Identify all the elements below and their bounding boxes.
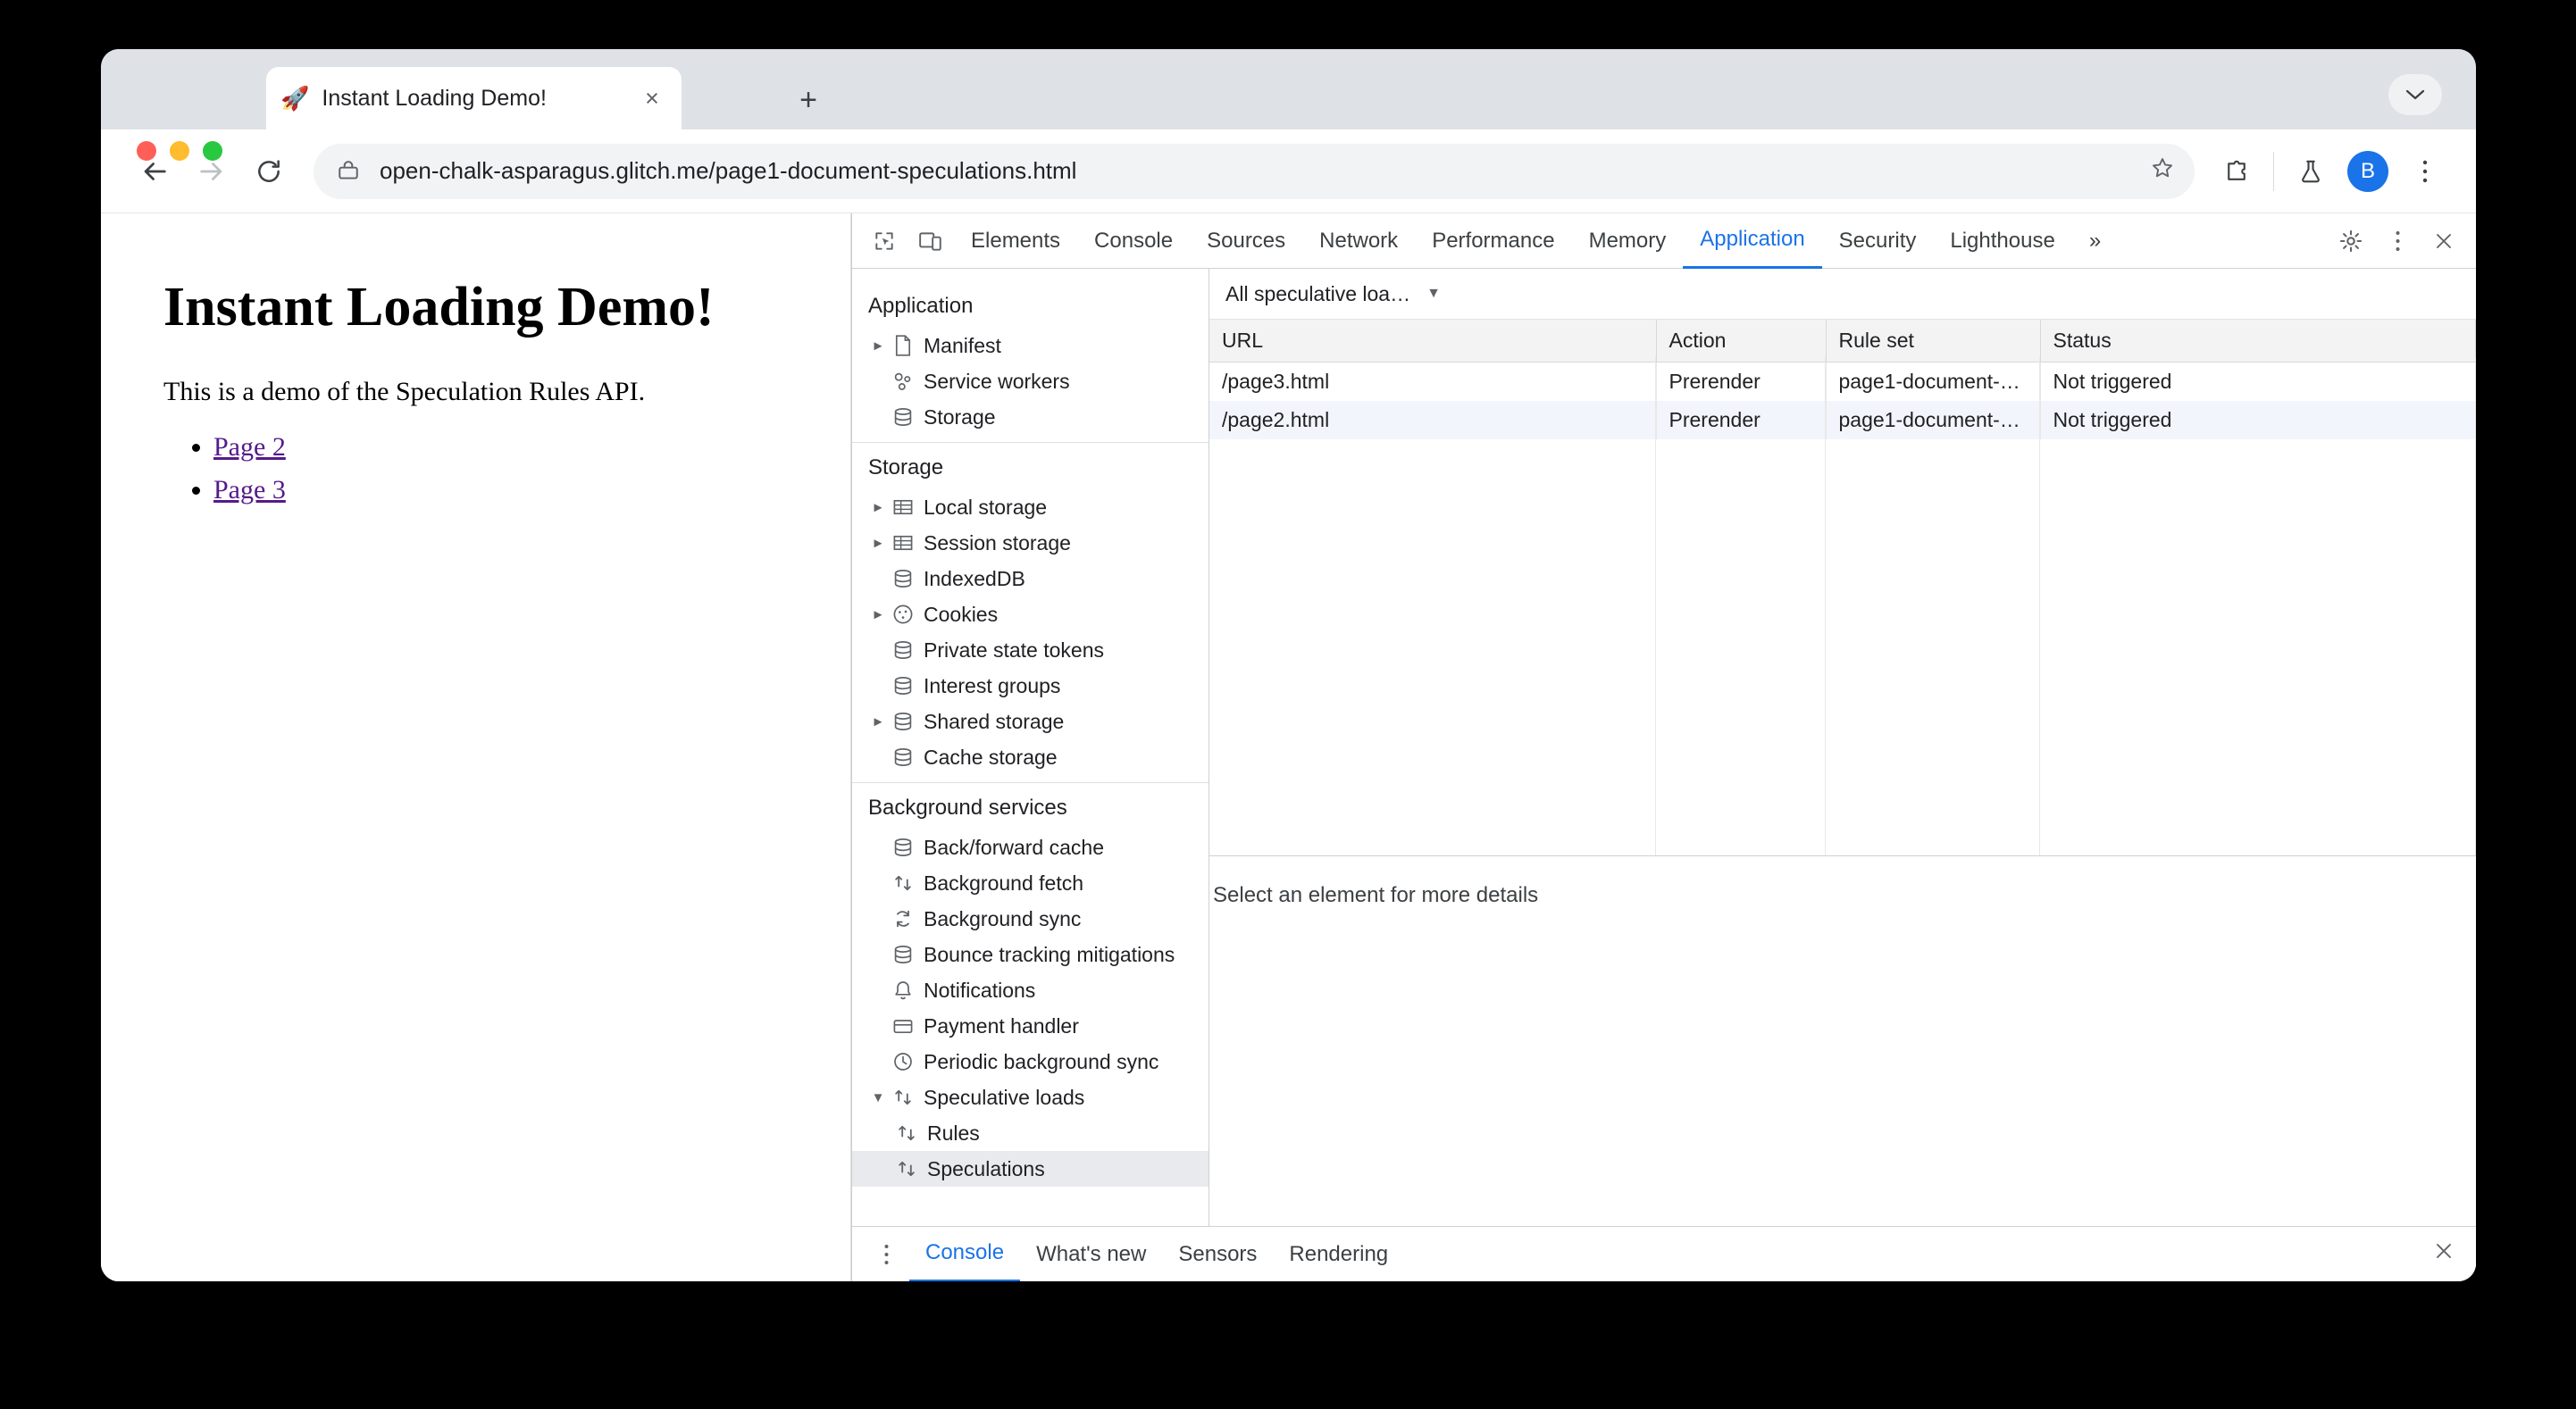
sidebar-item-label: Back/forward cache [924, 835, 1104, 859]
sidebar-item-service-workers[interactable] [852, 363, 1209, 399]
cell-url: /page2.html [1209, 401, 1656, 439]
database-icon [888, 640, 918, 660]
new-tab-button[interactable]: + [799, 82, 817, 117]
tab-application[interactable]: Application [1683, 213, 1821, 269]
sidebar-section-application: Application [868, 294, 974, 318]
site-settings-icon[interactable] [333, 156, 364, 187]
tab-strip [101, 49, 2476, 129]
sidebar-item-label: Background sync [924, 906, 1082, 930]
sidebar-item-session-storage[interactable] [852, 525, 1209, 561]
page-link-list [163, 432, 797, 505]
sidebar-item-label: Manifest [924, 333, 1001, 357]
close-window-button[interactable] [137, 141, 156, 161]
sidebar-item-label: Cache storage [924, 745, 1058, 769]
sidebar-item-label: Service workers [924, 369, 1070, 393]
cell-status: Not triggered [2040, 401, 2476, 439]
database-icon [888, 676, 918, 696]
devtools-panel [851, 213, 2476, 1281]
cell-status: Not triggered [2040, 363, 2476, 402]
cell-rule-set: page1-document-… [1826, 401, 2040, 439]
browser-tab[interactable] [266, 67, 682, 129]
details-pane [1209, 856, 2476, 1226]
cell-rule-set: page1-document-… [1826, 363, 2040, 402]
table-row[interactable] [1209, 363, 2476, 402]
link-page-3[interactable]: Page 3 [213, 475, 286, 504]
drawer-tab-sensors[interactable]: Sensors [1178, 1241, 1258, 1266]
sidebar-item-label: Rules [927, 1121, 980, 1145]
window-controls[interactable] [137, 141, 222, 161]
sidebar-item-label: Session storage [924, 530, 1071, 554]
cell-action: Prerender [1656, 363, 1826, 402]
drawer-tab-whats-new[interactable]: What's new [1036, 1241, 1147, 1266]
sidebar-item-notifications[interactable] [852, 972, 1209, 1008]
chevron-right-icon[interactable]: ► [871, 499, 885, 515]
sidebar-item-background-sync[interactable] [852, 901, 1209, 937]
table-header-row [1209, 320, 2476, 363]
star-icon[interactable] [2150, 155, 2175, 187]
sidebar-item-label: Background fetch [924, 871, 1084, 895]
sidebar-item-background-fetch[interactable] [852, 865, 1209, 901]
chevron-down-icon[interactable] [2388, 74, 2442, 115]
fetch-arrow-icon [888, 872, 918, 894]
browser-toolbar [101, 129, 2476, 213]
sidebar-section-background-services: Background services [868, 796, 1067, 820]
tab-title: Instant Loading Demo! [322, 85, 547, 111]
fetch-arrow-icon [888, 1087, 918, 1108]
panel-toolbar [1209, 269, 2476, 320]
chevron-right-icon[interactable]: ► [871, 338, 885, 354]
avatar[interactable]: B [2347, 151, 2388, 192]
three-dot-menu-icon[interactable] [863, 1233, 909, 1276]
database-icon [888, 407, 918, 427]
sidebar-item-interest-groups[interactable] [852, 668, 1209, 704]
sidebar-item-label: Shared storage [924, 709, 1065, 733]
tab-security[interactable]: Security [1838, 228, 1917, 253]
sidebar-item-label: Periodic background sync [924, 1049, 1159, 1073]
database-icon [888, 945, 918, 964]
tab-sources[interactable]: Sources [1207, 228, 1286, 253]
speculations-panel [1209, 269, 2476, 1226]
tab-console[interactable]: Console [1094, 228, 1174, 253]
sidebar-item-private-state-tokens[interactable] [852, 632, 1209, 668]
sidebar-item-label: Payment handler [924, 1013, 1079, 1038]
sidebar-item-manifest[interactable] [852, 328, 1209, 363]
cookie-icon [888, 604, 918, 625]
tab-memory[interactable]: Memory [1588, 228, 1667, 253]
close-icon[interactable] [2421, 220, 2467, 263]
column-header-rule-set[interactable]: Rule set [1826, 320, 2040, 363]
content-area [101, 213, 2476, 1281]
chevron-down-icon[interactable]: ▼ [1426, 286, 1441, 301]
fetch-arrow-icon [891, 1158, 922, 1180]
speculations-table-container [1209, 320, 2476, 856]
list-item [213, 432, 797, 463]
sidebar-item-rules[interactable] [852, 1115, 1209, 1151]
device-toolbar-icon[interactable] [907, 220, 954, 263]
sidebar-item-bounce-tracking-mitigations[interactable] [852, 937, 1209, 972]
drawer-tab-rendering[interactable]: Rendering [1289, 1241, 1389, 1266]
address-bar[interactable] [314, 144, 2195, 199]
sidebar-item-label: Speculations [927, 1156, 1045, 1180]
inspect-element-icon[interactable] [861, 220, 907, 263]
fetch-arrow-icon [891, 1122, 922, 1144]
database-icon [888, 838, 918, 857]
sidebar-item-payment-handler[interactable] [852, 1008, 1209, 1044]
sidebar-item-label: Storage [924, 404, 996, 429]
sidebar-item-label: Private state tokens [924, 638, 1104, 662]
filter-selected-value: All speculative loa… [1225, 281, 1411, 305]
gear-icon[interactable] [2328, 220, 2374, 263]
column-header-status[interactable]: Status [2040, 320, 2476, 363]
clock-icon [888, 1051, 918, 1072]
more-tabs-button[interactable]: » [2088, 228, 2102, 253]
sidebar-item-cache-storage[interactable] [852, 739, 1209, 775]
rocket-icon: 🚀 [280, 85, 310, 112]
card-icon [888, 1016, 918, 1036]
extensions-puzzle-icon[interactable] [2211, 146, 2262, 197]
url-text: open-chalk-asparagus.glitch.me/page1-document-speculations.html [380, 157, 1077, 184]
maximize-window-button[interactable] [203, 141, 222, 161]
cell-action: Prerender [1656, 401, 1826, 439]
close-icon[interactable] [2422, 1240, 2465, 1268]
devtools-tab-bar [852, 213, 2476, 269]
close-icon[interactable]: × [645, 84, 659, 112]
browser-window [101, 49, 2476, 1281]
speculative-loads-filter-select[interactable] [1225, 282, 1441, 306]
tab-elements[interactable]: Elements [971, 228, 1061, 253]
sidebar-item-back-forward-cache[interactable] [852, 830, 1209, 865]
speculations-table [1209, 320, 2476, 439]
sidebar-item-label: Local storage [924, 495, 1048, 519]
table-icon [888, 533, 918, 553]
sidebar-item-label: Cookies [924, 602, 999, 626]
minimize-window-button[interactable] [170, 141, 189, 161]
reload-icon[interactable] [240, 143, 297, 200]
tab-performance[interactable]: Performance [1432, 228, 1555, 253]
page-paragraph: This is a demo of the Speculation Rules API. [163, 377, 646, 406]
table-row[interactable] [1209, 401, 2476, 439]
sidebar-section-storage: Storage [868, 455, 944, 479]
cell-url: /page3.html [1209, 363, 1656, 402]
devtools-body [852, 269, 2476, 1226]
sync-icon [888, 908, 918, 930]
document-icon [888, 335, 918, 356]
sidebar-item-label: Interest groups [924, 673, 1061, 697]
sidebar-item-label: Bounce tracking mitigations [924, 942, 1175, 966]
page-title: Instant Loading Demo! [163, 277, 715, 338]
service-worker-icon [888, 371, 918, 392]
details-empty-message: Select an element for more details [1213, 883, 1539, 907]
sidebar-item-cookies[interactable] [852, 596, 1209, 632]
database-icon [888, 712, 918, 731]
tab-network[interactable]: Network [1319, 228, 1399, 253]
sidebar-item-periodic-background-sync[interactable] [852, 1044, 1209, 1080]
database-icon [888, 569, 918, 588]
three-dot-menu-icon[interactable] [2374, 220, 2421, 263]
chevron-right-icon[interactable]: ► [871, 713, 885, 730]
sidebar-item-label: IndexedDB [924, 566, 1025, 590]
column-header-action[interactable]: Action [1656, 320, 1826, 363]
chevron-right-icon[interactable]: ► [871, 606, 885, 622]
column-header-url[interactable]: URL [1209, 320, 1656, 363]
sidebar-item-indexeddb[interactable] [852, 561, 1209, 596]
toolbar-divider [2273, 152, 2274, 191]
devtools-drawer [852, 1226, 2476, 1281]
drawer-tab-console[interactable]: Console [909, 1226, 1020, 1281]
sidebar-item-label: Speculative loads [924, 1085, 1085, 1109]
chevron-right-icon[interactable]: ► [871, 535, 885, 551]
link-page-2[interactable]: Page 2 [213, 432, 286, 462]
bell-icon [888, 980, 918, 1001]
sidebar-item-shared-storage[interactable] [852, 704, 1209, 739]
sidebar-item-speculations[interactable] [852, 1151, 1209, 1187]
database-icon [888, 747, 918, 767]
sidebar-item-local-storage[interactable] [852, 489, 1209, 525]
page-viewport [101, 213, 851, 1281]
labs-flask-icon[interactable] [2285, 146, 2337, 197]
tab-lighthouse[interactable]: Lighthouse [1950, 228, 2055, 253]
list-item [213, 475, 797, 505]
sidebar-item-label: Notifications [924, 978, 1036, 1002]
table-icon [888, 497, 918, 517]
three-dot-menu-icon[interactable] [2399, 146, 2451, 197]
application-sidebar [852, 269, 1209, 1226]
sidebar-item-speculative-loads[interactable] [852, 1080, 1209, 1115]
sidebar-item-storage[interactable] [852, 399, 1209, 435]
chevron-down-icon[interactable]: ▼ [871, 1089, 885, 1105]
